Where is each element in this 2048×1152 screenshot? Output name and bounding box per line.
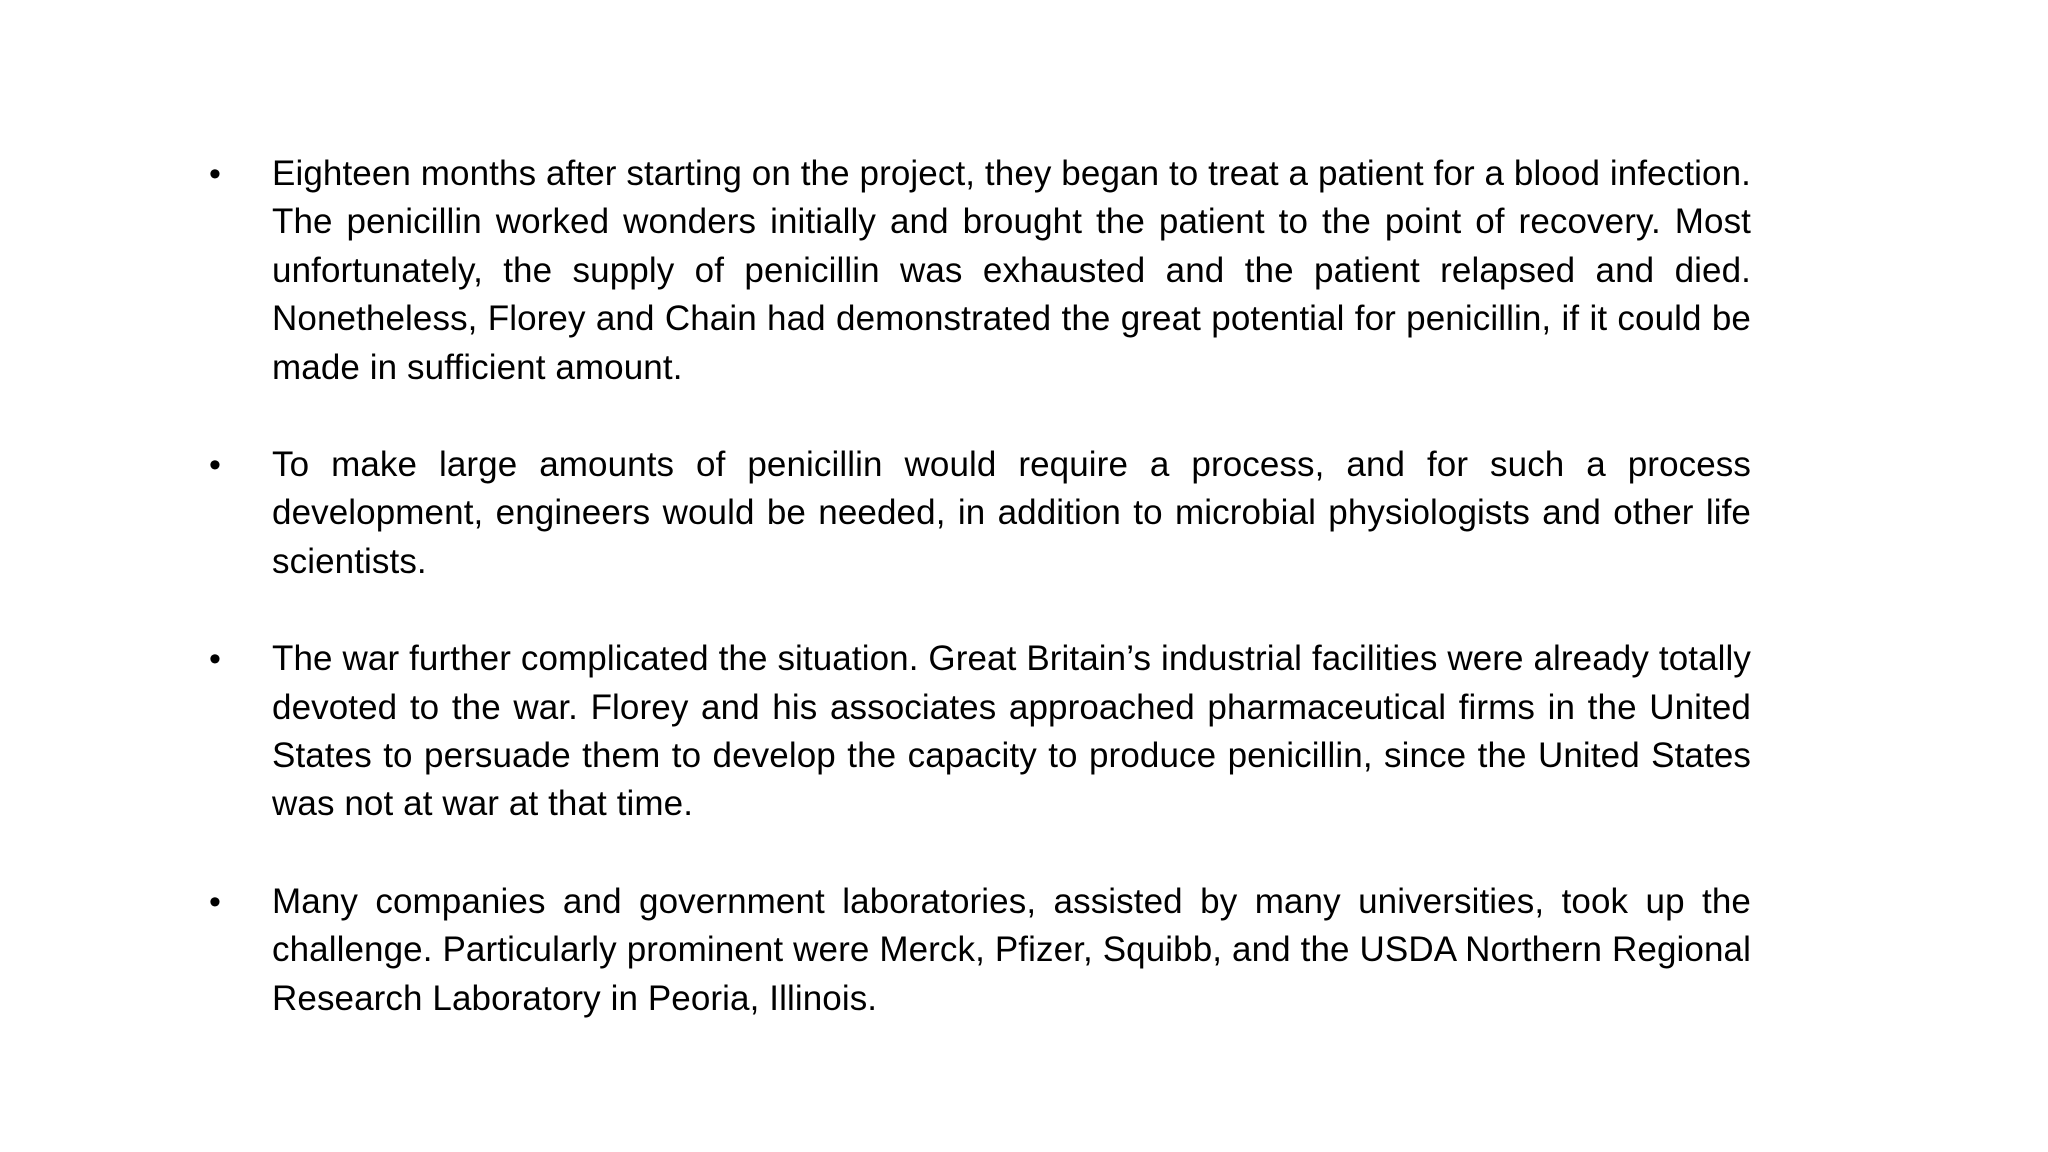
bullet-point-icon: •	[209, 882, 221, 921]
bullet-text: The war further complicated the situation. Great Britain’s industrial facilities were already totally devoted to the war. Florey and his associates approached pharmaceutical firms in the United States to persuade them to develop the capacity to produce penicillin, since the United States was not at war at that time.	[272, 639, 1751, 824]
bullet-item-2	[205, 441, 1751, 586]
bullet-text: To make large amounts of penicillin would require a process, and for such a process development, engineers would be needed, in addition to microbial physiologists and other life scientists.	[272, 445, 1751, 581]
bullet-point-icon: •	[209, 640, 221, 679]
bullet-point-icon: •	[209, 446, 221, 485]
bullet-text: Eighteen months after starting on the project, they began to treat a patient for a blood infection. The penicillin worked wonders initially and brought the patient to the point of recovery. Most unfortunately, the supply of penicillin was exhausted and the patient relapsed and died. Nonetheless, Florey and Chain had demonstrated the great potential for penicillin, if it could be made in sufficient amount.	[272, 154, 1751, 387]
bullet-item-4	[205, 878, 1751, 1023]
bullet-text: Many companies and government laboratories, assisted by many universities, took up the challenge. Particularly prominent were Merck, Pfizer, Squibb, and the USDA Northern Regional Research Laboratory in Peoria, Illinois.	[272, 881, 1751, 1018]
bullet-list	[205, 150, 1751, 1072]
bullet-item-3	[205, 635, 1751, 829]
bullet-point-icon: •	[209, 155, 221, 193]
bullet-item-1	[205, 150, 1751, 392]
